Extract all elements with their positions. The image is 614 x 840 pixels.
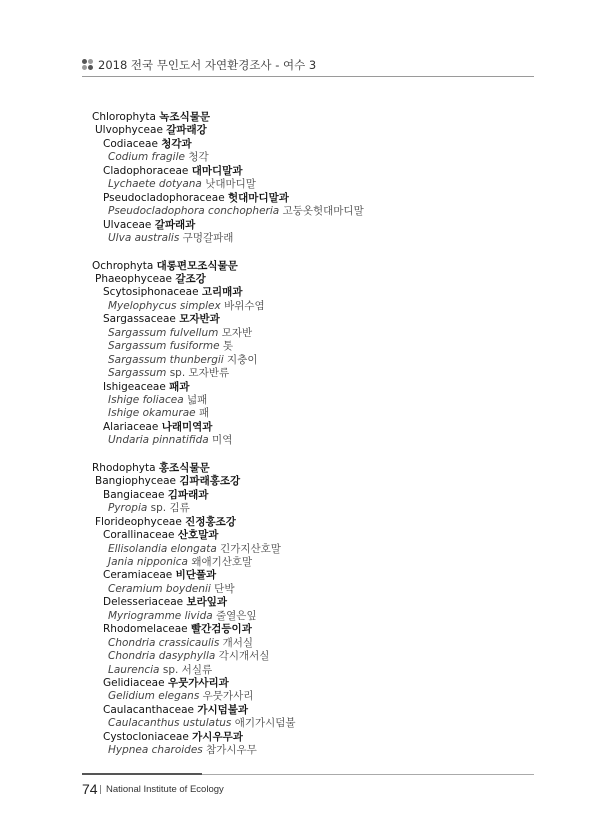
species-entry [108, 205, 364, 218]
scientific-name: Hypnea charoides [108, 744, 203, 757]
scientific-name: Sargassum fusiforme [108, 340, 220, 353]
korean-name: 고리매과 [201, 286, 243, 299]
scientific-name: Sargassum thunbergii [108, 353, 224, 366]
korean-name: 청각과 [161, 137, 192, 150]
korean-name: 김파래과 [167, 488, 209, 501]
taxon-heading [103, 596, 227, 609]
korean-name: 홍조식물문 [158, 461, 210, 474]
korean-name: 왜애기산호말 [191, 555, 253, 568]
korean-name: 우뭇가사리 [202, 690, 254, 703]
species-entry [108, 232, 233, 245]
scientific-name: Gelidium elegans [108, 690, 200, 703]
scientific-name: Codium fragile [108, 151, 185, 164]
taxon-heading [92, 111, 210, 124]
korean-name: 서실류 [181, 663, 213, 676]
species-entry [108, 300, 265, 313]
scientific-name: Scytosiphonaceae [103, 286, 199, 299]
korean-name: 김파래홍조강 [179, 475, 241, 488]
scientific-name: Ulvaceae [103, 218, 152, 231]
scientific-name: Cladophoraceae [103, 164, 189, 177]
species-qualifier: sp. [162, 663, 179, 676]
species-entry [108, 340, 233, 353]
taxon-heading [103, 529, 218, 542]
scientific-name: Gelidiaceae [103, 677, 165, 689]
korean-name: 바위수염 [224, 299, 265, 312]
scientific-name: Jania nipponica [108, 555, 188, 568]
species-entry [108, 394, 207, 407]
korean-name: 보라잎과 [186, 596, 228, 609]
taxon-heading [95, 273, 206, 286]
korean-name: 각시개서실 [218, 650, 270, 663]
korean-name: 개서실 [222, 636, 254, 649]
scientific-name: Rhodophyta [92, 461, 156, 474]
korean-name: 진정홍조강 [185, 515, 236, 528]
scientific-name: Florideophyceae [95, 515, 182, 528]
taxon-heading [103, 286, 242, 299]
scientific-name: Ulva australis [108, 232, 180, 245]
scientific-name: Undaria pinnatifida [108, 434, 209, 447]
korean-name: 모자반류 [188, 367, 230, 380]
korean-name: 가시덤불과 [197, 703, 249, 716]
species-entry [108, 556, 252, 569]
korean-name: 고둥옷헛대마디말 [282, 205, 364, 218]
species-entry [108, 151, 209, 164]
scientific-name: Caulacanthaceae [103, 703, 194, 716]
scientific-name: Laurencia [108, 663, 160, 676]
korean-name: 김류 [169, 502, 190, 515]
scientific-name: Ulvophyceae [95, 124, 163, 137]
taxon-heading [103, 138, 192, 151]
footer-rule [82, 773, 202, 775]
header-title: 2018 전국 무인도서 자연환경조사 - 여수 3 [98, 58, 317, 72]
taxon-heading [103, 704, 248, 717]
page-number: 74 [82, 781, 98, 797]
korean-name: 빨간검등이과 [190, 623, 252, 636]
species-entry [108, 610, 257, 623]
korean-name: 지충이 [227, 353, 258, 366]
korean-name: 단박 [214, 582, 235, 595]
scientific-name: Ishige foliacea [108, 394, 184, 406]
taxon-heading [103, 165, 242, 178]
taxon-heading [95, 124, 207, 137]
scientific-name: Chondria dasyphylla [108, 650, 216, 663]
korean-name: 갈파래강 [166, 124, 207, 137]
scientific-name: Pyropia [108, 502, 148, 515]
species-entry [108, 502, 190, 515]
taxon-heading [103, 313, 220, 326]
species-entry [108, 690, 253, 703]
scientific-name: Pseudocladophora conchopheria [108, 205, 280, 218]
species-entry [108, 434, 232, 447]
species-entry [108, 583, 234, 596]
scientific-name: Bangiaceae [103, 488, 165, 501]
scientific-name: Myriogramme livida [108, 609, 213, 622]
scientific-name: Myelophycus simplex [108, 299, 221, 312]
scientific-name: Ishigeaceae [103, 380, 166, 393]
korean-name: 녹조식물문 [159, 111, 210, 123]
species-entry [108, 650, 269, 663]
species-qualifier: sp. [150, 502, 167, 515]
species-entry [108, 407, 209, 420]
scientific-name: Delesseriaceae [103, 596, 184, 609]
taxon-heading [95, 475, 240, 488]
species-entry [108, 717, 296, 730]
korean-name: 구멍갈파래 [182, 232, 234, 245]
taxon-heading [103, 489, 208, 502]
korean-name: 패과 [169, 380, 190, 393]
korean-name: 줄열은잎 [216, 609, 257, 622]
korean-name: 대롱편모조식물문 [156, 259, 238, 272]
scientific-name: Bangiophyceae [95, 475, 176, 488]
footer-separator [100, 785, 101, 794]
scientific-name: Ochrophyta [92, 259, 154, 272]
korean-name: 톳 [222, 340, 234, 353]
species-entry [108, 178, 256, 191]
species-entry [108, 744, 257, 757]
taxon-heading [103, 219, 195, 232]
korean-name: 모자반과 [179, 313, 220, 326]
scientific-name: Pseudocladophoraceae [103, 191, 225, 204]
korean-name: 헛대마디말과 [228, 191, 289, 204]
korean-name: 넓패 [187, 394, 208, 406]
scientific-name: Codiaceae [103, 137, 158, 150]
korean-name: 청각 [188, 151, 209, 164]
taxon-heading [103, 677, 229, 690]
korean-name: 갈파래과 [154, 218, 196, 231]
scientific-name: Sargassum [108, 367, 167, 380]
species-entry [108, 327, 252, 340]
korean-name: 나래미역과 [161, 420, 213, 433]
korean-name: 우뭇가사리과 [167, 677, 229, 689]
scientific-name: Phaeophyceae [95, 272, 172, 285]
scientific-name: Cystocloniaceae [103, 730, 189, 743]
scientific-name: Sargassum fulvellum [108, 326, 219, 339]
korean-name: 대마디말과 [191, 164, 243, 177]
species-entry [108, 637, 253, 650]
korean-name: 갈조강 [175, 272, 206, 285]
korean-name: 미역 [212, 434, 233, 447]
scientific-name: Caulacanthus ustulatus [108, 717, 232, 730]
scientific-name: Ishige okamurae [108, 407, 196, 420]
scientific-name: Chlorophyta [92, 111, 156, 123]
species-entry [108, 354, 257, 367]
species-entry [108, 664, 212, 677]
scientific-name: Chondria crassicaulis [108, 636, 220, 649]
korean-name: 모자반 [221, 326, 253, 339]
species-entry [108, 543, 281, 556]
taxon-heading [103, 623, 252, 636]
korean-name: 낫대마디말 [205, 178, 256, 191]
taxon-heading [103, 381, 189, 394]
taxon-heading [92, 462, 210, 475]
korean-name: 참가시우무 [206, 744, 257, 757]
scientific-name: Sargassaceae [103, 313, 176, 326]
scientific-name: Ceramium boydenii [108, 582, 211, 595]
footer-rule-light [202, 774, 534, 775]
korean-name: 패 [198, 407, 210, 420]
footer-publisher: National Institute of Ecology [106, 784, 224, 795]
korean-name: 가시우무과 [192, 730, 243, 743]
scientific-name: Ellisolandia elongata [108, 542, 217, 555]
taxon-heading [103, 569, 216, 582]
scientific-name: Ceramiaceae [103, 569, 173, 582]
taxon-heading [103, 421, 212, 434]
species-qualifier: sp. [169, 367, 186, 380]
species-entry [108, 367, 229, 380]
scientific-name: Corallinaceae [103, 529, 175, 542]
scientific-name: Alariaceae [103, 420, 159, 433]
scientific-name: Lychaete dotyana [108, 178, 202, 191]
scientific-name: Rhodomelaceae [103, 623, 188, 636]
korean-name: 산호말과 [177, 529, 219, 542]
korean-name: 긴가지산호말 [220, 542, 281, 555]
taxon-heading [95, 516, 236, 529]
korean-name: 애기가시덤불 [234, 717, 296, 730]
taxon-heading [92, 260, 238, 273]
korean-name: 비단풀과 [175, 569, 217, 582]
taxon-heading [103, 192, 289, 205]
taxon-heading [103, 731, 243, 744]
